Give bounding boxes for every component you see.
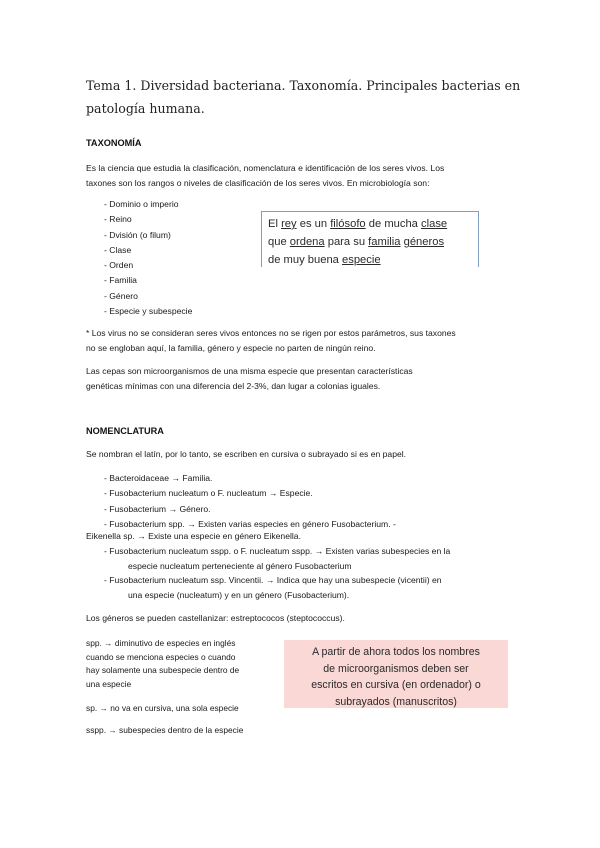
cepas-paragraph xyxy=(86,364,526,394)
taxonomia-intro xyxy=(86,161,526,191)
sspp-example-line-1: - Fusobacterium nucleatum sspp. o F. nucleatum sspp. → Existen varias subespecies en la xyxy=(104,546,451,556)
mnemonic-word-underlined: filósofo xyxy=(330,218,366,230)
spp-definition xyxy=(86,637,286,691)
callout-line-4: subrayados (manuscritos) xyxy=(335,695,457,708)
section-heading-nomenclatura: NOMENCLATURA xyxy=(86,426,164,436)
sspp-example xyxy=(104,544,524,602)
mnemonic-word: es un xyxy=(296,218,331,230)
page-title xyxy=(86,74,526,120)
mnemonic-line-1 xyxy=(268,215,472,233)
section-heading-taxonomia: TAXONOMÍA xyxy=(86,138,142,148)
spp-line-1: spp. → diminutivo de especies en inglés xyxy=(86,638,236,648)
list-item: - Dominio o imperio xyxy=(104,199,179,209)
sspp-definition: sspp. → subespecies dentro de la especie xyxy=(86,725,244,735)
mnemonic-word-underlined: géneros xyxy=(403,236,445,248)
castellanizar-line: Los géneros se pueden castellanizar: estreptococos (steptococcus). xyxy=(86,613,345,623)
list-item: - Especie y subespecie xyxy=(104,306,193,317)
mnemonic-word: para su xyxy=(324,236,369,248)
mnemonic-box xyxy=(261,211,479,267)
spp-line-3: hay solamente una subespecie dentro de xyxy=(86,665,240,676)
mnemonic-word: de muy buena xyxy=(268,254,343,266)
eikenella-line: Eikenella sp. → Existe una especie en género Eikenella. xyxy=(86,531,301,541)
mnemonic-word: de mucha xyxy=(365,218,422,230)
taxon-rank-list xyxy=(104,197,192,319)
list-item: - Dvisión (o filum) xyxy=(104,229,171,240)
mnemonic-word-underlined: ordena xyxy=(289,236,325,248)
list-item: - Género xyxy=(104,290,138,301)
sspp-example-line-2: especie nucleatum perteneciente al género Fusobacterium xyxy=(128,560,352,571)
cepas-line-1: Las cepas son microorganismos de una misma especie que presentan características xyxy=(86,366,413,376)
callout-line-2: de microorganismos deben ser xyxy=(323,662,469,675)
mnemonic-word: El xyxy=(268,218,282,230)
nomenclatura-intro: Se nombran el latín, por lo tanto, se escriben en cursiva o subrayado si es en papel. xyxy=(86,449,407,459)
sp-definition: sp. → no va en cursiva, una sola especie xyxy=(86,703,239,713)
list-item: - Fusobacterium spp. → Existen varias especies en género Fusobacterium. - xyxy=(104,518,396,529)
spp-line-4: una especie xyxy=(86,678,132,689)
list-item: - Fusobacterium → Género. xyxy=(104,503,211,514)
list-item: - Orden xyxy=(104,260,134,271)
nomenclature-example-list xyxy=(104,471,524,532)
title-line-1: Tema 1. Diversidad bacteriana. Taxonomía. Principales bacterias en xyxy=(86,78,521,93)
virus-note xyxy=(86,326,526,356)
taxonomia-intro-line-1: Es la ciencia que estudia la clasificación, nomenclatura e identificación de los seres vivos. Los xyxy=(86,163,445,173)
italics-callout-box xyxy=(284,640,508,708)
mnemonic-word-underlined: familia xyxy=(368,236,401,248)
spp-line-2: cuando se menciona especies o cuando xyxy=(86,651,236,662)
list-item: - Reino xyxy=(104,214,132,225)
ssp-example-line-2: una especie (nucleatum) y en un género (Fusobacterium). xyxy=(128,589,350,600)
list-item: - Familia xyxy=(104,275,137,286)
list-item: - Fusobacterium nucleatum o F. nucleatum → Especie. xyxy=(104,488,313,499)
title-line-2: patología humana. xyxy=(86,101,205,116)
mnemonic-line-3 xyxy=(268,251,472,269)
ssp-example-line-1: - Fusobacterium nucleatum ssp. Vincentii. → Indica que hay una subespecie (vicentii) en xyxy=(104,575,442,586)
callout-line-3: escritos en cursiva (en ordenador) o xyxy=(311,679,481,691)
mnemonic-line-2 xyxy=(268,233,472,251)
callout-line-1: A partir de ahora todos los nombres xyxy=(312,646,480,658)
mnemonic-word-underlined: rey xyxy=(281,218,297,230)
cepas-line-2: genéticas mínimas con una diferencia del 2-3%, dan lugar a colonias iguales. xyxy=(86,381,381,391)
list-item: - Bacteroidaceae → Familia. xyxy=(104,473,213,483)
mnemonic-word-underlined: especie xyxy=(342,254,381,266)
virus-note-line-2: no se engloban aquí, la familia, género y especie no parten de ningún reino. xyxy=(86,343,376,353)
virus-note-line-1: * Los virus no se consideran seres vivos entonces no se rigen por estos parámetros, sus taxones xyxy=(86,328,456,338)
list-item: - Clase xyxy=(104,244,132,255)
mnemonic-word-underlined: clase xyxy=(421,218,448,230)
taxonomia-intro-line-2: taxones son los rangos o niveles de clasificación de los seres vivos. En microbiología son: xyxy=(86,178,430,188)
mnemonic-word: que xyxy=(268,236,290,248)
